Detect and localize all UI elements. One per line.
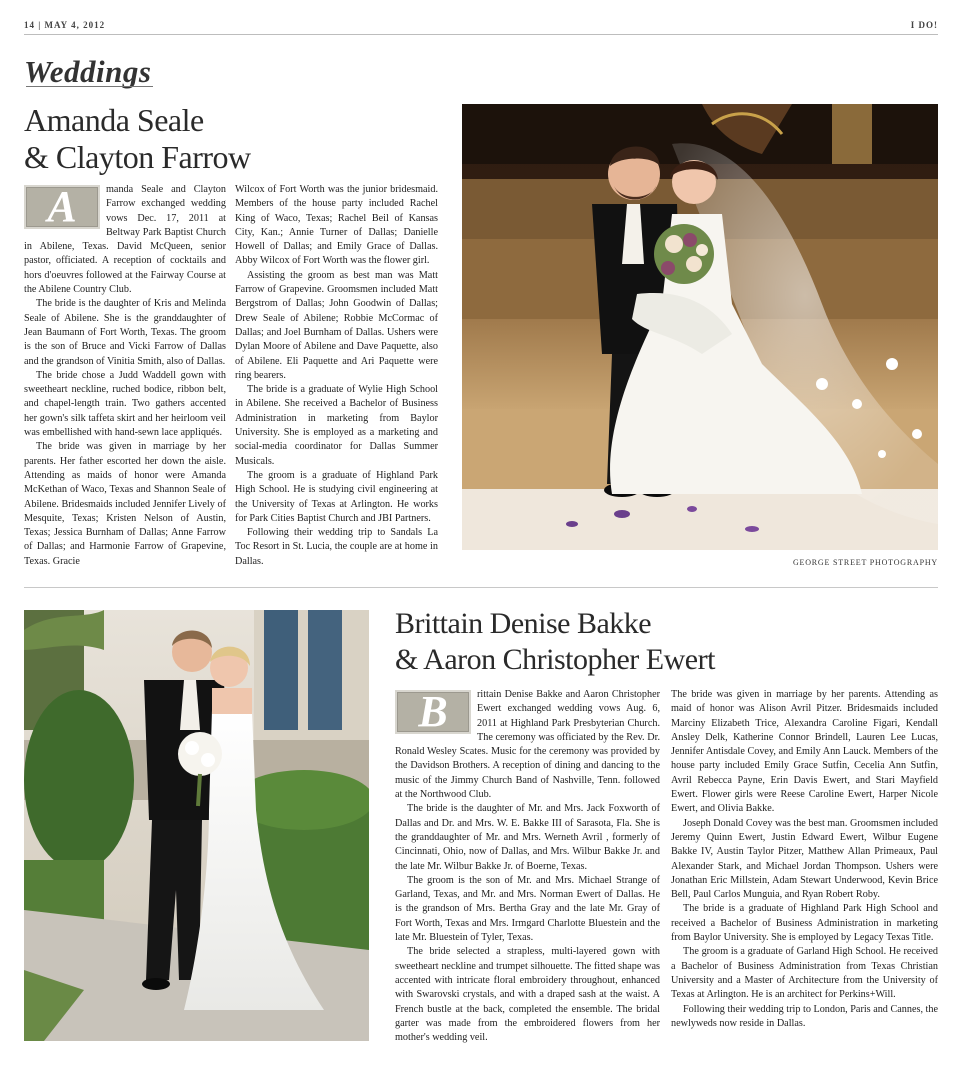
article2-paragraph: The bride is the daughter of Mr. and Mrs. Jack Foxworth of Dallas and Dr. and Mrs. W. E. Bakke III of Sarasota, Fla. She is the granddaughter of Mr. and Mrs. Werneth Avril , formerly of Cincinnati, Ohio, now of Dallas, and Mrs. Wilbur Bakke Jr. and the late Mr. Wilbur Bakke Jr. of Boerne, Texas. (395, 803, 660, 872)
section-label: Weddings (24, 54, 152, 89)
article2-headline-line2: & Aaron Christopher Ewert (395, 643, 715, 676)
article1-headline (24, 102, 344, 176)
page-header (24, 16, 938, 35)
article2-paragraph: B rittain Denise Bakke and Aaron Christopher Ewert exchanged wedding vows Aug. 6, 2011 at Highland Park Presbyterian Church. The ceremony was officiated by the Rev. Dr. Ronald Wesley Scates. Music for the ceremony was provided by the Davidson Brothers. A reception of dining and dancing to the music of the Jimmy Church Band of Nashville, Tenn. followed at the Northwood Club. (395, 687, 660, 801)
article1-dropcap: A (24, 185, 100, 229)
article1-paragraph: The bride was given in marriage by her parents. Her father escorted her down the aisle. Attending as maids of honor were Amanda McKethan of Waco, Texas and Shannon Seale of Abilene. Bridesmaids included Jennifer Lively of Mesquite, Texas; Kristen Nelson of Austin, Texas; Jessica Burnham of Dallas; Anne Farrow of Dallas; and Harmonie Farrow of Grapevine, Texas. Gracie (24, 441, 226, 567)
article1-paragraph: Following their wedding trip to Sandals La Toc Resort in St. Lucia, the couple are at home in Dallas. (235, 527, 438, 567)
article2-column-1 (395, 688, 660, 1045)
article1-paragraph: Wilcox of Fort Worth was the junior bridesmaid. Members of the house party included Rachel King of Waco, Texas; Rachel Beil of Kansas City, Kan.; Annie Turner of Dallas; Danielle Howell of Dallas; and Emily Grace of Dallas. Abby Wilcox of Fort Worth was the flower girl. (235, 184, 438, 267)
wedding-photo-seale-farrow (462, 104, 938, 550)
article2-paragraph: The groom is the son of Mr. and Mrs. Michael Strange of Garland, Texas, and Mr. and Mrs. Norman Ewert of Dallas. He is the grandson of Mrs. Bertha Gray and the late Mr. Gray of Fort Worth, Texas and Mrs. Irmgard Charlotte Bluestein and the late Mr. Bluestein of Tyler, Texas. (395, 874, 660, 944)
article2-column-2 (671, 688, 938, 1031)
article2-paragraph: The bride was given in marriage by her parents. Attending as maid of honor was Alison Avril Pitzer. Bridesmaids included Marciny Elizabeth Trice, Alexandra Caroline Figari, Kendall Ansley Delk, Katherine Connor Brindell, Lauren Lee Lucas, Jennifer Antisdale Covey, and Emily Ann Lauck. Members of the house party included Emily Grace Sutfin, Cecelia Ann Sutfin, Avril Rebecca Payne, Erin Davis Ewert, and Stari Mayfield Ewert. Flower girls were Reese Caroline Ewert, Harper Nicole Ewert, and Olivia Bakke. (671, 689, 938, 815)
article1-paragraph: A manda Seale and Clayton Farrow exchanged wedding vows Dec. 17, 2011 at Beltway Park Baptist Church in Abilene, Texas. David McQueen, senior pastor, officiated. A reception of cocktails and hors d'oeuvres followed at the Fairway Course at the Abilene Country Club. (24, 182, 226, 296)
article2-paragraph: The bride is a graduate of Highland Park High School and received a Bachelor of Business Administration in marketing from Baylor University. She is employed by Legacy Texas Title. (671, 903, 938, 944)
article2-headline (395, 606, 855, 678)
article2-paragraph: The bride selected a strapless, multi-layered gown with sweetheart neckline and trumpet silhouette. The fitted shape was accented with intricate floral embroidery throughout, enhanced with Swarovski crystals, and with a draped sash at the waist. A French bustle at the back, completed the ensemble. The bridal garter was made from the embroidered flowers from her mother's wedding veil. (395, 946, 660, 1044)
photo-image (24, 610, 369, 1041)
article1-column-1 (24, 183, 226, 569)
article1-paragraph: The bride is the daughter of Kris and Melinda Seale of Abilene. She is the granddaughter of Jean Baumann of Fort Worth, Texas. The groom is the son of Bruce and Vicki Farrow of Dallas and the grandson of Vinitia Smith, also of Dallas. (24, 298, 226, 367)
photo-image (462, 104, 938, 550)
article2-paragraph: Joseph Donald Covey was the best man. Groomsmen included Jeremy Quinn Ewert, Justin Edward Ewert, Wilbur Eugene Bakke IV, Austin Taylor Pitzer, Matthew Allan Primeaux, Paul Alexander Stark, and Michael Jordan Thompson. Ushers were Jonathan Eric Millstein, Adam Stewart Underwood, Kevin Brice Bell, Paul Carlos Munguia, and Ryan Robert Roby. (671, 817, 938, 901)
article1-headline-line1: Amanda Seale (24, 102, 204, 138)
photo-credit: GEORGE STREET PHOTOGRAPHY (792, 558, 938, 567)
article1-headline-line2: & Clayton Farrow (24, 139, 251, 175)
article-divider (24, 587, 938, 588)
article2-dropcap: B (395, 690, 471, 734)
section-folio: I DO! (910, 20, 938, 30)
article1-paragraph: The bride is a graduate of Wylie High School in Abilene. She received a Bachelor of Business Administration in marketing from Baylor University. She is employed as a marketing and social-media coordinator for Dallas Summer Musicals. (235, 384, 438, 467)
article1-paragraph: Assisting the groom as best man was Matt Farrow of Grapevine. Groomsmen included Matt Bergstrom of Dallas; John Goodwin of Dallas; Drew Seale of Abilene; Robbie McCormac of Dallas; and Joel Burnham of Dallas. Ushers were Dylan Moore of Abilene and Dave Paquette, also of Abilene. Eli Paquette and Ari Paquette were ring bearers. (235, 269, 438, 381)
article1-paragraph: The groom is a graduate of Highland Park High School. He is studying civil engineering at the University of Texas at Arlington. He works for Park Cities Baptist Church and JBI Partners. (235, 469, 438, 524)
wedding-photo-bakke-ewert (24, 610, 369, 1041)
article2-paragraph: Following their wedding trip to London, Paris and Cannes, the newlyweds now reside in Dallas. (671, 1003, 938, 1029)
article2-headline-line1: Brittain Denise Bakke (395, 607, 652, 640)
article1-column-2 (235, 183, 438, 569)
page-folio: 14 | MAY 4, 2012 (24, 20, 106, 30)
article2-paragraph: The groom is a graduate of Garland High School. He received a Bachelor of Business Administration from Texas Christian University and a Master of Architecture from the University of Texas at Arlington. He is an architect for Perkins+Will. (671, 946, 938, 1001)
article1-paragraph: The bride chose a Judd Waddell gown with sweetheart neckline, ruched bodice, ribbon belt, and chapel-length train. Two gathers accented her gown's silk taffeta skirt and her heirloom veil was embellished with hand-sewn lace appliqués. (24, 369, 226, 439)
